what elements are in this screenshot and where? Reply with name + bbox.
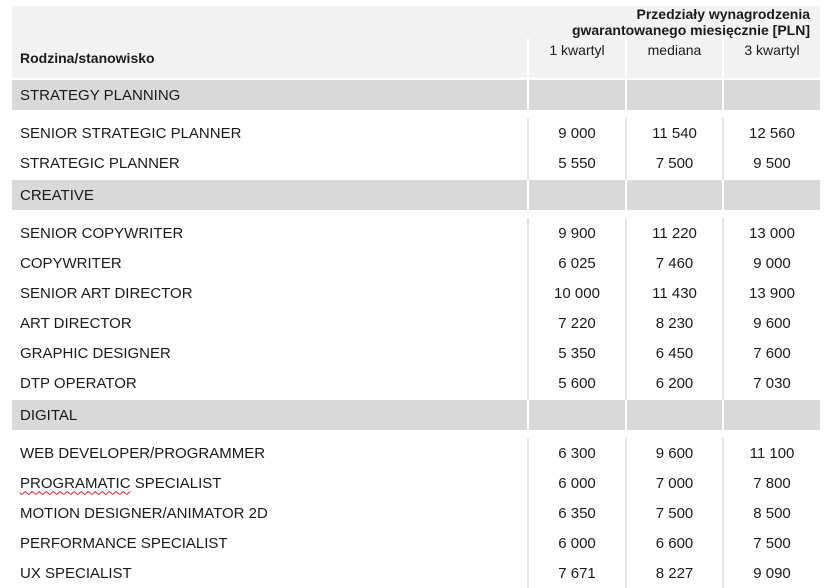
table-row [12, 248, 820, 278]
group-empty-cell [626, 399, 723, 431]
value-q1: 5 600 [528, 368, 626, 399]
value-median: 7 500 [626, 148, 723, 179]
value-q3: 7 030 [723, 368, 820, 399]
super-header-row [12, 6, 820, 38]
value-median: 6 450 [626, 338, 723, 368]
column-header-q3: 3 kwartyl [723, 38, 820, 79]
value-q1: 6 300 [528, 438, 626, 468]
table-row [12, 308, 820, 338]
position-label: GRAPHIC DESIGNER [20, 344, 171, 362]
value-q1: 7 220 [528, 308, 626, 338]
position-label: SENIOR COPYWRITER [20, 224, 184, 242]
position-label: UX SPECIALIST [20, 564, 132, 582]
value-median: 7 000 [626, 468, 723, 498]
value-q1: 6 350 [528, 498, 626, 528]
value-q1: 7 671 [528, 558, 626, 588]
table-row [12, 338, 820, 368]
value-q3: 7 800 [723, 468, 820, 498]
value-q1: 6 000 [528, 468, 626, 498]
value-q3: 12 560 [723, 118, 820, 148]
value-q3: 11 100 [723, 438, 820, 468]
value-q3: 13 000 [723, 218, 820, 248]
position-label: PERFORMANCE SPECIALIST [20, 534, 228, 552]
value-q1: 10 000 [528, 278, 626, 308]
group-empty-cell [626, 179, 723, 211]
value-median: 11 220 [626, 218, 723, 248]
group-title: DIGITAL [12, 399, 528, 431]
value-median: 11 540 [626, 118, 723, 148]
value-median: 7 460 [626, 248, 723, 278]
group-empty-cell [723, 399, 820, 431]
spacer-row [12, 111, 820, 118]
position-label: COPYWRITER [20, 254, 122, 272]
salary-table [12, 6, 820, 588]
group-empty-cell [626, 79, 723, 111]
group-title: STRATEGY PLANNING [12, 79, 528, 111]
group-row [12, 79, 820, 111]
value-q3: 13 900 [723, 278, 820, 308]
spellcheck-word: PROGRAMATIC [20, 474, 131, 492]
table-row [12, 148, 820, 179]
table-row [12, 278, 820, 308]
position-label: WEB DEVELOPER/PROGRAMMER [20, 444, 266, 462]
value-median: 11 430 [626, 278, 723, 308]
spacer-row [12, 211, 820, 218]
group-empty-cell [723, 79, 820, 111]
group-row [12, 179, 820, 211]
table-row [12, 558, 820, 588]
position-label: MOTION DESIGNER/ANIMATOR 2D [20, 504, 268, 522]
spacer-row [12, 431, 820, 438]
table-row [12, 528, 820, 558]
value-q1: 5 550 [528, 148, 626, 179]
position-label [12, 468, 528, 498]
table-row [12, 368, 820, 399]
value-q3: 9 500 [723, 148, 820, 179]
value-q1: 5 350 [528, 338, 626, 368]
table-body [12, 79, 820, 588]
value-q3: 9 600 [723, 308, 820, 338]
group-title: CREATIVE [12, 179, 528, 211]
row-header: Rodzina/stanowisko [12, 38, 528, 79]
position-label: STRATEGIC PLANNER [20, 154, 180, 172]
table-row [12, 498, 820, 528]
group-empty-cell [528, 79, 626, 111]
value-q1: 6 025 [528, 248, 626, 278]
value-median: 7 500 [626, 498, 723, 528]
table-row [12, 118, 820, 148]
value-q1: 9 900 [528, 218, 626, 248]
group-empty-cell [528, 179, 626, 211]
group-row [12, 399, 820, 431]
super-header: Przedziały wynagrodzenia gwarantowanego miesięcznie [PLN] [528, 6, 820, 38]
column-header-q1: 1 kwartyl [528, 38, 626, 79]
value-q3: 9 000 [723, 248, 820, 278]
table-row [12, 438, 820, 468]
position-label: ART DIRECTOR [20, 314, 132, 332]
value-median: 6 600 [626, 528, 723, 558]
value-median: 8 230 [626, 308, 723, 338]
value-q1: 6 000 [528, 528, 626, 558]
value-median: 8 227 [626, 558, 723, 588]
position-label: SENIOR STRATEGIC PLANNER [20, 124, 242, 142]
value-median: 9 600 [626, 438, 723, 468]
column-header-median: mediana [626, 38, 723, 79]
table-row [12, 468, 820, 498]
value-q1: 9 000 [528, 118, 626, 148]
group-empty-cell [723, 179, 820, 211]
value-q3: 9 090 [723, 558, 820, 588]
group-empty-cell [528, 399, 626, 431]
position-label: DTP OPERATOR [20, 374, 137, 392]
value-q3: 8 500 [723, 498, 820, 528]
column-header-row [12, 38, 820, 79]
position-label-rest: SPECIALIST [130, 474, 222, 492]
position-label: SENIOR ART DIRECTOR [20, 284, 193, 302]
table-row [12, 218, 820, 248]
value-q3: 7 500 [723, 528, 820, 558]
value-q3: 7 600 [723, 338, 820, 368]
value-median: 6 200 [626, 368, 723, 399]
